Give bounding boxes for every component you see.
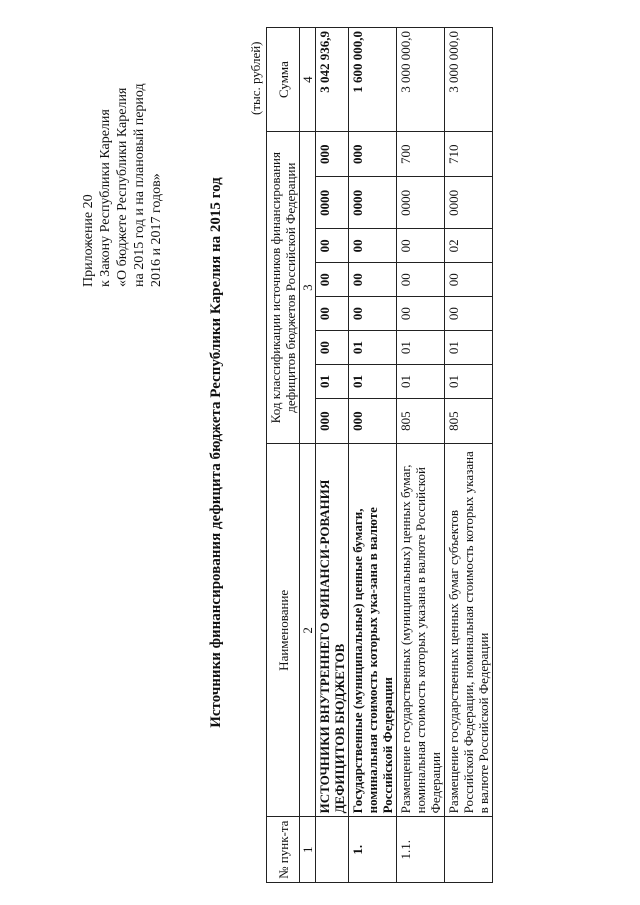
row-sum: 1 600 000,0 — [349, 28, 397, 132]
code-part: 00 — [316, 331, 349, 365]
appendix-line: 2016 и 2017 годов» — [149, 173, 164, 287]
header-num: № пунк-та — [267, 817, 300, 883]
financing-table — [266, 27, 493, 883]
table-row — [316, 28, 349, 883]
appendix-line: Приложение 20 — [81, 194, 96, 287]
code-part: 805 — [445, 398, 493, 443]
code-part: 01 — [397, 331, 445, 365]
document-title: Источники финансирования дефицита бюджета Республики Карелия на 2015 год — [208, 177, 224, 728]
header-code: Код классификации источников финансирования дефицитов бюджетов Российской Федерации — [267, 132, 300, 444]
code-part: 00 — [397, 297, 445, 331]
colnum-1: 1 — [300, 817, 316, 883]
row-sum: 3 000 000,0 — [397, 28, 445, 132]
code-part: 01 — [397, 365, 445, 399]
row-sum: 3 042 936,9 — [316, 28, 349, 132]
row-num: 1. — [349, 817, 397, 883]
code-part: 805 — [397, 398, 445, 443]
appendix-line: к Закону Республики Карелия — [98, 109, 113, 287]
code-part: 700 — [397, 132, 445, 177]
table-row — [397, 28, 445, 883]
code-part: 01 — [349, 331, 397, 365]
row-name: ИСТОЧНИКИ ВНУТРЕННЕГО ФИНАНСИ-РОВАНИЯ ДЕФИЦИТОВ БЮДЖЕТОВ — [316, 444, 349, 817]
code-part: 000 — [349, 132, 397, 177]
code-part: 00 — [397, 229, 445, 263]
appendix-line: «О бюджете Республики Карелия — [115, 87, 130, 287]
row-num — [316, 817, 349, 883]
code-part: 0000 — [445, 177, 493, 229]
column-number-row — [300, 28, 316, 883]
header-name: Наименование — [267, 444, 300, 817]
code-part: 00 — [316, 229, 349, 263]
code-part: 00 — [349, 229, 397, 263]
code-part: 02 — [445, 229, 493, 263]
code-part: 00 — [316, 297, 349, 331]
header-row — [267, 28, 300, 883]
table-row — [445, 28, 493, 883]
code-part: 01 — [349, 365, 397, 399]
row-name: Размещение государственных (муниципальных) ценных бумаг, номинальная стоимость которых указана в валюте Российской Федерации — [397, 444, 445, 817]
code-part: 01 — [316, 365, 349, 399]
code-part: 000 — [349, 398, 397, 443]
code-part: 0000 — [316, 177, 349, 229]
code-part: 01 — [445, 331, 493, 365]
row-sum: 3 000 000,0 — [445, 28, 493, 132]
code-part: 00 — [349, 263, 397, 297]
appendix-line: на 2015 год и на плановый период — [132, 83, 147, 287]
colnum-4: 4 — [300, 28, 316, 132]
header-sum: Сумма — [267, 28, 300, 132]
code-part: 00 — [445, 297, 493, 331]
code-part: 00 — [316, 263, 349, 297]
table-row — [349, 28, 397, 883]
code-part: 000 — [316, 132, 349, 177]
code-part: 710 — [445, 132, 493, 177]
appendix-header — [80, 7, 165, 287]
row-num — [445, 817, 493, 883]
code-part: 01 — [445, 365, 493, 399]
colnum-2: 2 — [300, 444, 316, 817]
code-part: 000 — [316, 398, 349, 443]
code-part: 0000 — [397, 177, 445, 229]
units-label: (тыс. рублей) — [248, 41, 263, 115]
row-name: Государственные (муниципальные) ценные бумаги, номинальная стоимость которых ука-зана в валюте Российской Федерации — [349, 444, 397, 817]
colnum-3: 3 — [300, 132, 316, 444]
code-part: 00 — [397, 263, 445, 297]
row-name: Размещение государственных ценных бумаг субъектов Российской Федерации, номинальная стоимость которых указана в валюте Российской Федерации — [445, 444, 493, 817]
row-num: 1.1. — [397, 817, 445, 883]
code-part: 00 — [445, 263, 493, 297]
code-part: 00 — [349, 297, 397, 331]
code-part: 0000 — [349, 177, 397, 229]
